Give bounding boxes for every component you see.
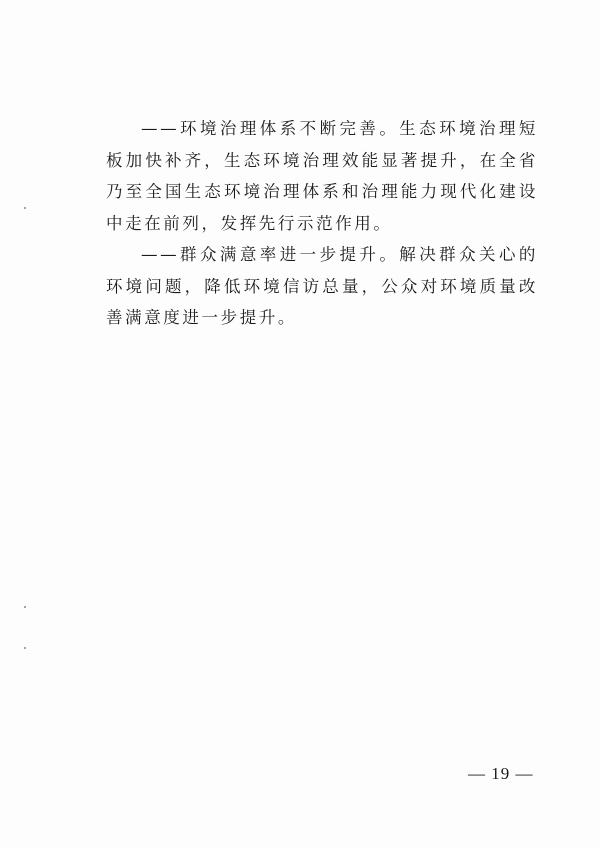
page-number: — 19 — [468,764,534,783]
scan-speck [24,647,26,649]
paragraph-governance-system: ——环境治理体系不断完善。生态环境治理短板加快补齐，生态环境治理效能显著提升，在全省乃至全国生态环境治理体系和治理能力现代化建设中走在前列，发挥先行示范作用。 [106,119,538,233]
paragraph-public-satisfaction: ——群众满意率进一步提升。解决群众关心的环境问题，降低环境信访总量，公众对环境质量改善满意度进一步提升。 [106,245,538,327]
scan-speck [24,606,26,608]
scan-speck [24,207,26,209]
